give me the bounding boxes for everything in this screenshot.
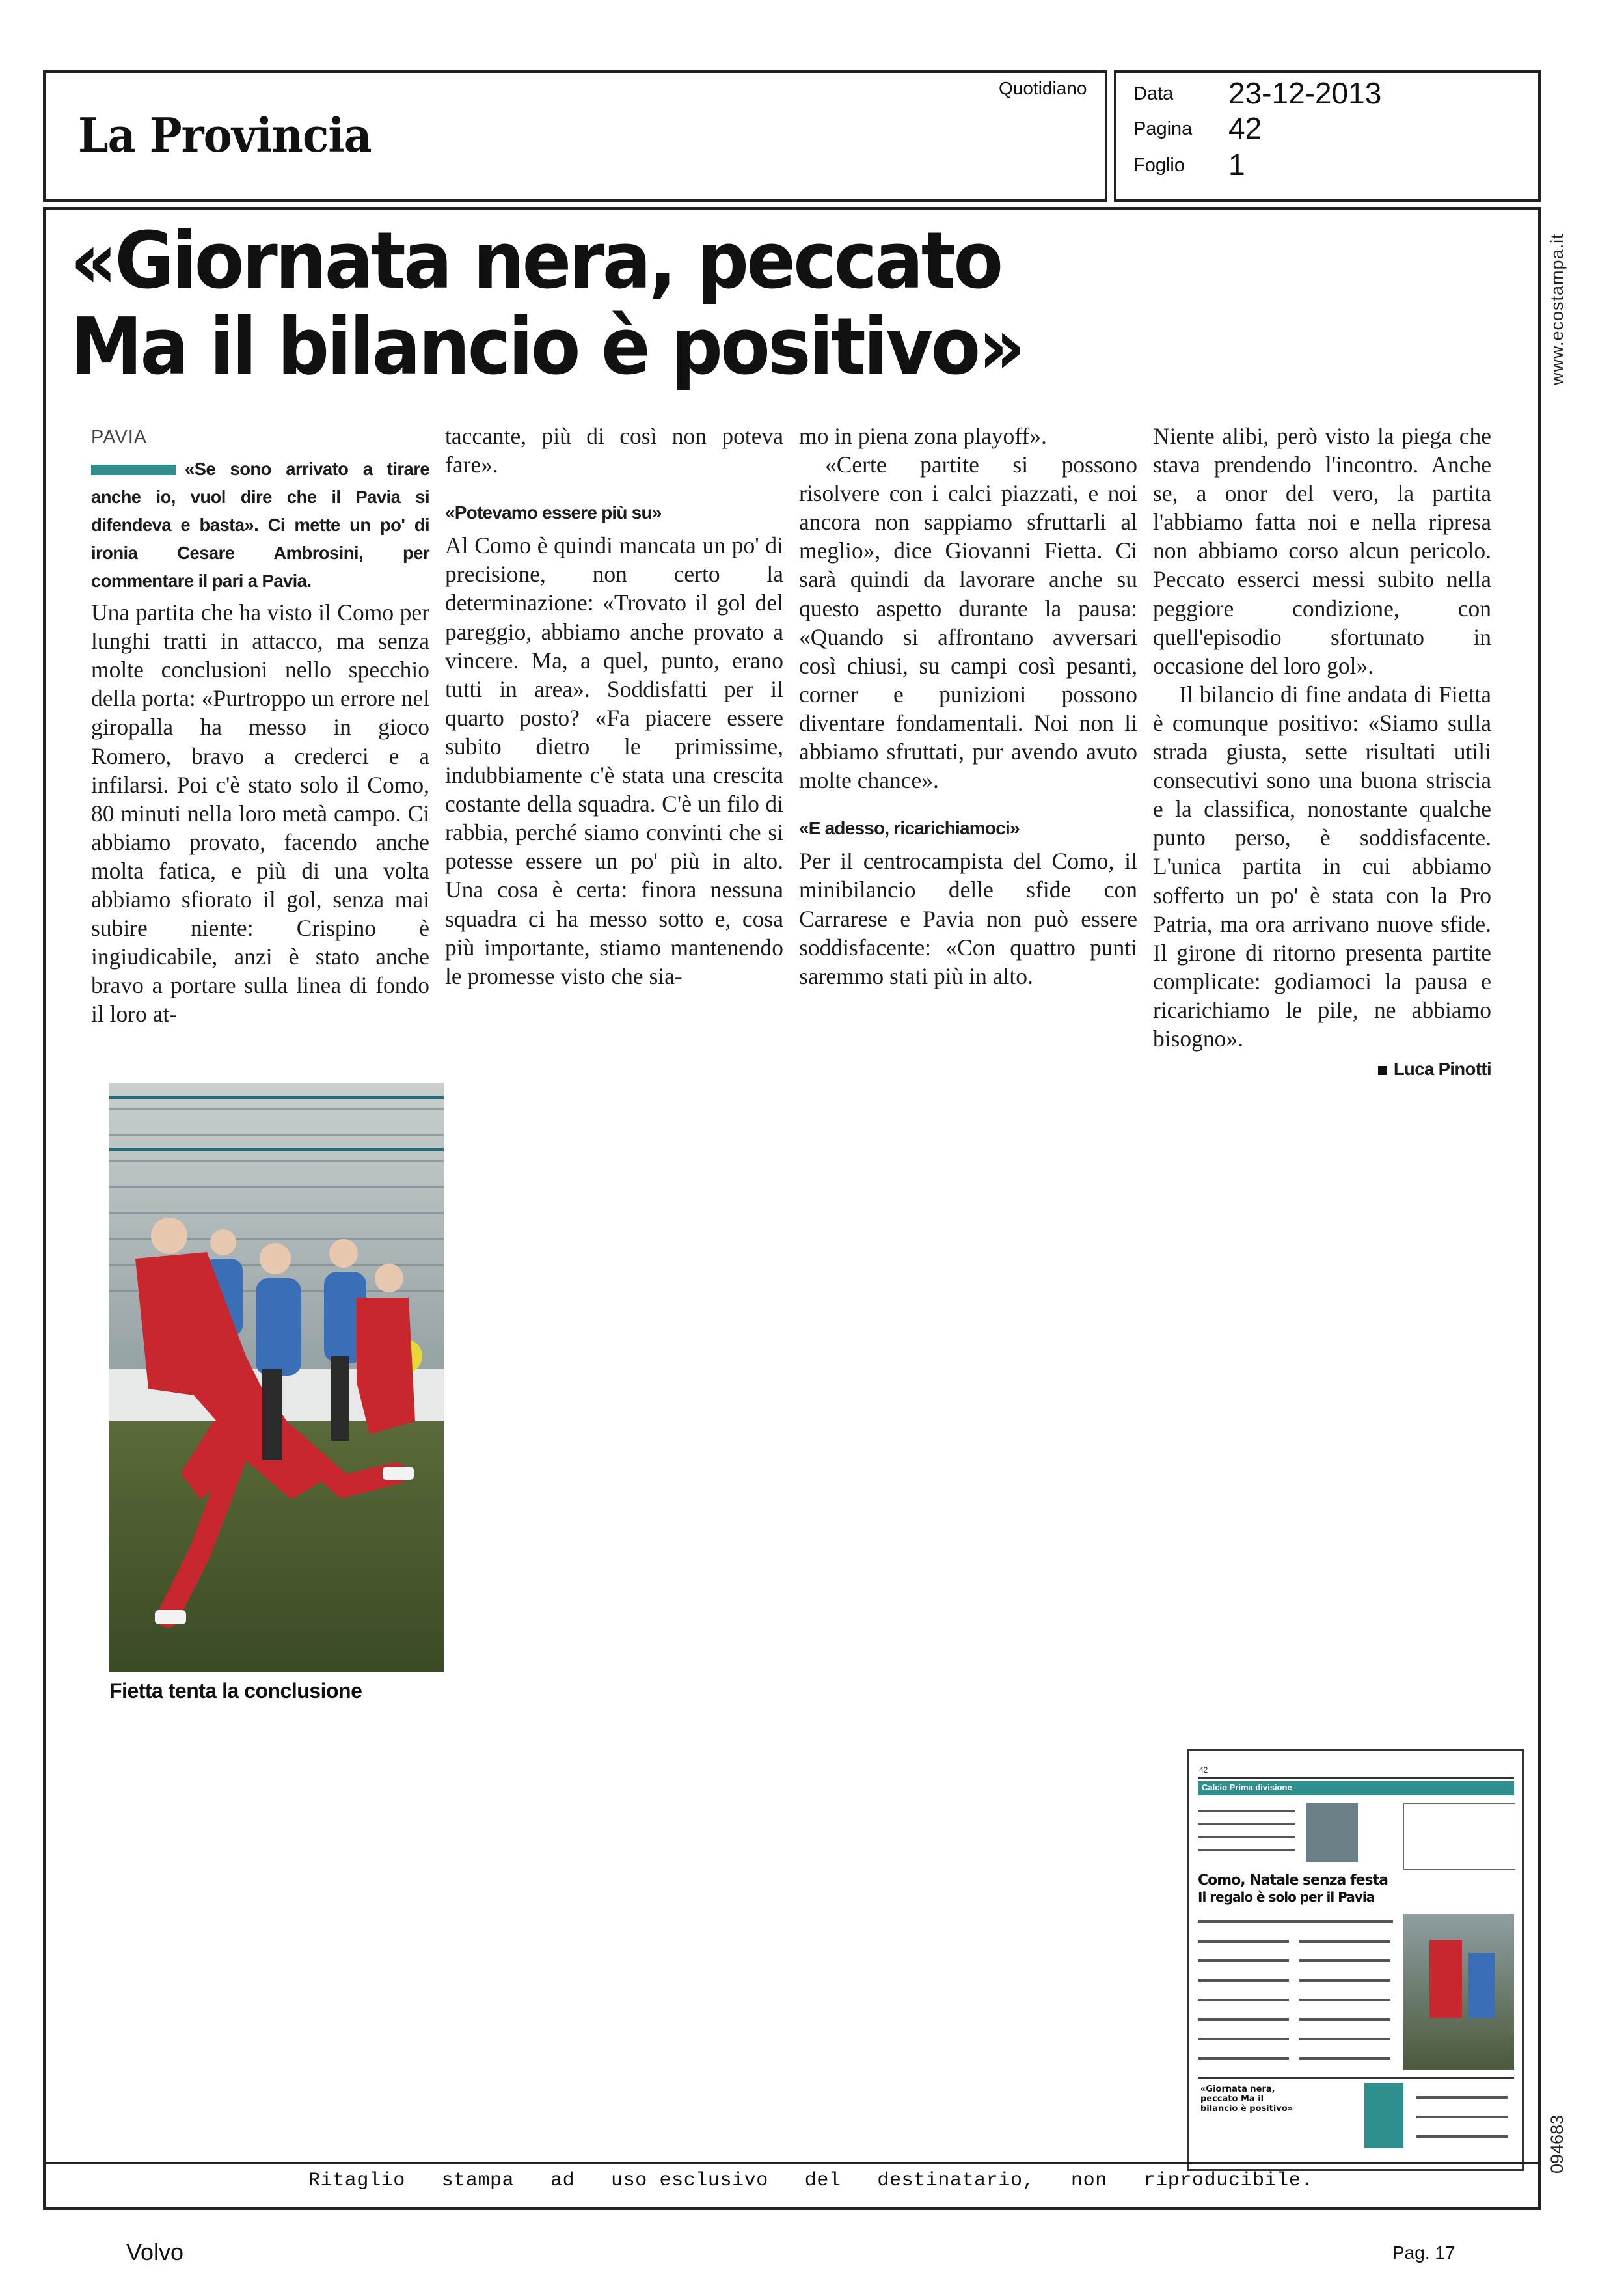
thumb-text-line [1198, 1823, 1295, 1825]
source-url: www.ecostampa.it [1547, 233, 1567, 385]
meta-date-value: 23-12-2013 [1228, 76, 1382, 110]
thumb-text-line [1198, 1959, 1289, 1962]
thumb-text-line [1299, 1940, 1390, 1943]
football-photo [109, 1083, 444, 1672]
thumb-text-line [1198, 1836, 1295, 1838]
dateline: PAVIA [91, 427, 148, 448]
thumb-text-line [1416, 2116, 1508, 2118]
article-paragraph: Al Como è quindi mancata un po' di precisione, non certo la determinazione: «Trovato il gol del pareggio, abbiamo anche provato a vincere. Ma, a quel, punto, erano tutti in area». Soddisfatti per il quarto posto? «Fa piacere essere subito dietro le primissime, indubbiamente c'è stata una crescita costante della squadra. C'è un filo di rabbia, perché siamo convinti che si potesse essere un po' più in alto. Una cosa è certa: finora nessuna squadra ci ha messo sotto e, cosa più importante, stiamo mantenendo le promesse visto che sia- [445, 532, 783, 989]
thumb-text-line [1198, 1810, 1295, 1812]
subheading: «Potevamo essere più su» [445, 502, 662, 523]
article-column-3 [799, 422, 1137, 990]
meta-page-value: 42 [1228, 111, 1262, 145]
thumb-text-line [1198, 1979, 1289, 1982]
thumb-headline-2: Il regalo è solo per il Pavia [1198, 1889, 1375, 1905]
meta-sheet-value: 1 [1228, 148, 1245, 182]
thumb-text-line [1299, 2018, 1390, 2021]
lead-marker [91, 465, 176, 475]
byline-marker [1378, 1066, 1387, 1075]
thumb-headline: Como, Natale senza festa [1198, 1872, 1388, 1889]
article-column-1 [91, 423, 429, 1029]
article-headline [70, 216, 1023, 392]
meta-page-label: Pagina [1133, 118, 1193, 139]
thumb-text-line [1198, 2018, 1289, 2021]
article-paragraph: taccante, più di così non poteva fare». [445, 423, 783, 478]
footer-rule [43, 2162, 1541, 2164]
client-name: Volvo [126, 2239, 184, 2265]
thumb-page-number: 42 [1199, 1766, 1208, 1775]
article-paragraph: Niente alibi, però visto la piega che stava prendendo l'incontro. Anche se, a onor del vero, la partita l'abbiamo fatta noi e nella ripresa non abbiamo corso alcun pericolo. Peccato esserci messi subito nella peggiore condizione, con quell'episodio sfortunato in occasione del loro gol». [1153, 423, 1491, 679]
masthead-logo: La Provincia [78, 107, 372, 163]
thumb-text-line [1198, 2038, 1289, 2040]
article-column-2 [445, 422, 783, 990]
thumb-bottom-headline: «Giornata nera, peccato Ma il bilancio è positivo» [1200, 2084, 1293, 2114]
thumb-text-line [1198, 1999, 1289, 2001]
article-paragraph: mo in piena zona playoff». [799, 423, 1047, 449]
article-lead: «Se sono arrivato a tirare anche io, vuol dire che il Pavia si difendeva e basta». Ci mette un po' di ironia Cesare Ambrosini, per commentare il pari a Pavia. [91, 459, 429, 592]
article-paragraph: Una partita che ha visto il Como per lunghi tratti in attacco, ma senza molte conclusioni nello specchio della porta: «Purtroppo un errore nel giropalla ha messo in gioco Romero, bravo a crederci e a infilarsi. Poi c'è stato solo il Como, 80 minuti nella loro metà campo. Ci abbiamo provato, facendo anche molta fatica, e più di una volta abbiamo sfiorato il gol, senza mai subire niente: Crispino è ingiudicabile, anzi è stato anche bravo a portare sulla linea di fondo il loro at- [91, 599, 429, 1028]
thumb-rule [1198, 1777, 1514, 1779]
thumb-text-line [1198, 1940, 1289, 1943]
page-thumbnail [1187, 1749, 1524, 2171]
photo-caption: Fietta tenta la conclusione [109, 1679, 362, 1702]
thumb-text-line [1299, 1959, 1390, 1962]
thumb-big-photo [1403, 1914, 1514, 2070]
clipping-code: 094683 [1547, 2114, 1567, 2174]
thumb-text-line [1198, 1920, 1393, 1923]
article-paragraph: «Certe partite si possono risolvere con i calci piazzati, e noi ancora non sappiamo sfruttarli al meglio», dice Giovanni Fietta. Ci sarà quindi da lavorare anche su questo aspetto durante la pausa: «Quando si affrontano avversari così chiusi, su campi così pesanti, corner e punizioni possono diventare fondamentali. Noi non li abbiamo sfruttati, pur avendo avuto molte chance». [799, 452, 1137, 794]
thumb-photo [1306, 1803, 1358, 1862]
thumb-table [1403, 1803, 1515, 1870]
article-paragraph: Per il centrocampista del Como, il minibilancio delle sfide con Carrarese e Pavia non può essere soddisfacente: «Con quattro punti saremmo stati più in alto. [799, 848, 1137, 989]
thumb-bottom-photo [1364, 2083, 1403, 2148]
meta-date-label: Data [1133, 83, 1174, 104]
byline: Luca Pinotti [1393, 1059, 1491, 1080]
article-photo [109, 1083, 444, 1672]
thumb-text-line [1198, 1849, 1295, 1851]
headline-line-1: «Giornata nera, peccato [70, 216, 1001, 307]
subheading: «E adesso, ricarichiamoci» [799, 818, 1020, 839]
headline-line-2: Ma il bilancio è positivo» [70, 302, 1023, 392]
thumb-text-line [1416, 2135, 1508, 2138]
article-paragraph: Il bilancio di fine andata di Fietta è comunque positivo: «Siamo sulla strada giusta, sette risultati utili consecutivi sono una buona striscia e la classifica, nonostante qualche punto perso, è soddisfacente. L'unica partita in cui abbiamo sofferto un po' è stata con la Pro Patria, ma ora arrivano nuove sfide. Il girone di ritorno presenta partite complicate: godiamoci la pausa e ricarichiamo le pile, ne abbiamo bisogno». [1153, 681, 1491, 1052]
copyright-notice: Ritaglio stampa ad uso esclusivo del destinatario, non riproducibile. [308, 2170, 1314, 2192]
periodicity-label: Quotidiano [999, 78, 1087, 98]
thumb-text-line [1198, 2057, 1289, 2060]
meta-sheet-label: Foglio [1133, 155, 1185, 176]
thumb-section-label: Calcio Prima divisione [1202, 1782, 1292, 1792]
thumb-text-line [1299, 2057, 1390, 2060]
article-column-4 [1153, 422, 1491, 1084]
thumb-text-line [1299, 1999, 1390, 2001]
page-number: Pag. 17 [1392, 2243, 1455, 2263]
thumb-text-line [1299, 1979, 1390, 1982]
thumb-text-line [1416, 2096, 1508, 2099]
thumb-text-line [1299, 2038, 1390, 2040]
